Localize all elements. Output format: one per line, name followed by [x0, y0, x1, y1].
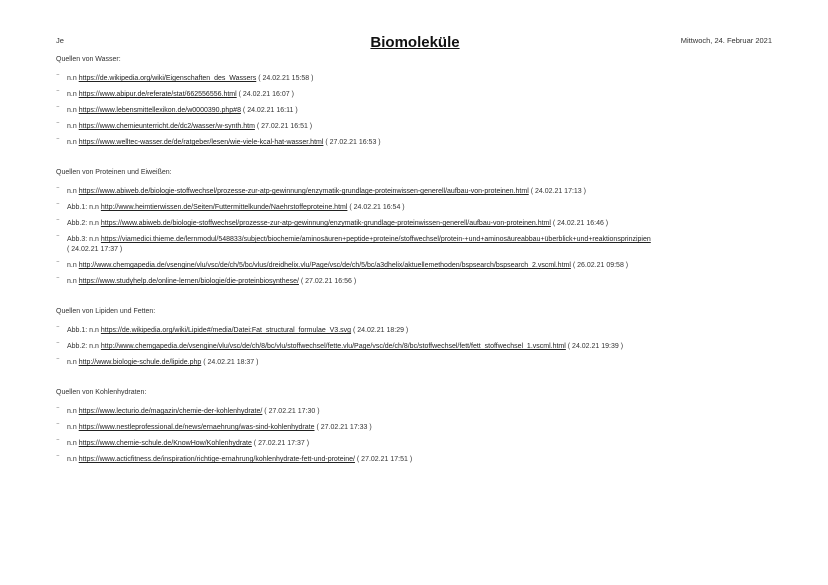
source-entry	[56, 106, 772, 116]
source-link[interactable]: https://www.acticfitness.de/inspiration/richtige-ernahrung/kohlenhydrate-fett-und-proteine/	[78, 456, 355, 463]
source-link[interactable]: https://www.abipur.de/referate/stat/662556556.html	[78, 91, 237, 98]
bullet-icon: ⁻	[56, 276, 60, 283]
source-prefix: n.n	[67, 139, 79, 146]
bullet-icon: ⁻	[56, 357, 60, 364]
source-entry	[56, 407, 772, 417]
source-prefix: n.n	[67, 91, 79, 98]
source-prefix: n.n	[67, 359, 79, 366]
access-timestamp: ( 24.02.21 18:29 )	[353, 327, 409, 334]
access-timestamp: ( 27.02.21 16:53 )	[325, 139, 381, 146]
source-prefix: n.n	[67, 408, 79, 415]
source-section	[56, 307, 772, 368]
page-title: Biomoleküle	[370, 34, 460, 51]
access-timestamp: ( 24.02.21 16:46 )	[552, 220, 609, 227]
source-entry	[56, 439, 772, 449]
source-link[interactable]: http://www.heimtierwissen.de/Seiten/Futtermittelkunde/Naehrstoffeproteine.html	[100, 204, 348, 211]
access-timestamp: ( 26.02.21 09:58 )	[572, 262, 629, 269]
source-prefix: n.n	[67, 188, 79, 195]
bullet-icon: ⁻	[56, 260, 60, 267]
access-timestamp: ( 24.02.21 16:07 )	[238, 91, 294, 98]
bullet-icon: ⁻	[56, 341, 60, 348]
bullet-icon: ⁻	[56, 406, 60, 413]
source-prefix: Abb.1: n.n	[67, 204, 101, 211]
source-entry	[56, 423, 772, 433]
access-timestamp: ( 24.02.21 19:39 )	[567, 343, 624, 350]
source-link[interactable]: https://de.wikipedia.org/wiki/Eigenschaften_des_Wassers	[78, 75, 257, 82]
bullet-icon: ⁻	[56, 186, 60, 193]
section-heading: Quellen von Lipiden und Fetten:	[56, 308, 156, 315]
access-timestamp: ( 27.02.21 17:33 )	[316, 424, 372, 431]
source-entry	[56, 90, 772, 100]
source-prefix: n.n	[67, 123, 79, 130]
source-entry	[56, 219, 772, 229]
source-prefix: Abb.1: n.n	[67, 327, 101, 334]
access-timestamp: ( 27.02.21 16:56 )	[300, 278, 357, 285]
source-link[interactable]: http://www.chemgapedia.de/vsengine/vlu/vsc/de/ch/5/bc/vlus/dreidhelix.vlu/Page/vsc/de/ch/5/bc/a3dhelix/aktuellemethoden/bspsearch/bspsearch_2.vscml.html	[78, 262, 571, 269]
source-link[interactable]: https://www.welltec-wasser.de/de/ratgeber/lesen/wie-viele-kcal-hat-wasser.html	[78, 139, 324, 146]
access-timestamp: ( 27.02.21 17:37 )	[253, 440, 310, 447]
bullet-icon: ⁻	[56, 137, 60, 144]
bullet-icon: ⁻	[56, 422, 60, 429]
bullet-icon: ⁻	[56, 202, 60, 209]
source-link[interactable]: https://www.studyhelp.de/online-lernen/biologie/die-proteinbiosynthese/	[78, 278, 299, 285]
source-prefix: n.n	[67, 278, 79, 285]
source-entry	[56, 326, 772, 336]
source-prefix: n.n	[67, 440, 79, 447]
section-heading: Quellen von Wasser:	[56, 56, 121, 63]
source-prefix: n.n	[67, 75, 79, 82]
date-label: Mittwoch, 24. Februar 2021	[680, 36, 772, 45]
source-section	[56, 168, 772, 287]
section-heading: Quellen von Kohlenhydraten:	[56, 389, 147, 396]
source-prefix: n.n	[67, 424, 79, 431]
source-entry	[56, 277, 772, 287]
source-link[interactable]: https://www.lebensmittellexikon.de/w0000390.php#8	[78, 107, 241, 114]
access-timestamp: ( 24.02.21 16:11 )	[242, 107, 298, 114]
source-entry	[56, 138, 772, 148]
source-link[interactable]: https://de.wikipedia.org/wiki/Lipide#/media/Datei:Fat_structural_formulae_V3.svg	[100, 327, 352, 334]
source-section	[56, 55, 772, 148]
source-link[interactable]: https://www.lecturio.de/magazin/chemie-der-kohlenhydrate/	[78, 408, 263, 415]
bullet-icon: ⁻	[56, 105, 60, 112]
access-timestamp: ( 24.02.21 17:13 )	[530, 188, 586, 195]
source-entry	[56, 122, 772, 132]
access-timestamp: ( 24.02.21 17:37 )	[67, 246, 123, 253]
source-entry	[56, 187, 772, 197]
source-entry	[56, 342, 772, 352]
source-prefix: Abb.2: n.n	[67, 343, 101, 350]
bullet-icon: ⁻	[56, 121, 60, 128]
source-prefix: n.n	[67, 262, 79, 269]
bullet-icon: ⁻	[56, 454, 60, 461]
source-entry	[56, 74, 772, 84]
source-entry	[56, 203, 772, 213]
access-timestamp: ( 27.02.21 16:51 )	[256, 123, 313, 130]
source-link[interactable]: https://www.chemieunterricht.de/dc2/wasser/w-synth.htm	[78, 123, 255, 130]
bullet-icon: ⁻	[56, 438, 60, 445]
bullet-icon: ⁻	[56, 218, 60, 225]
bullet-icon: ⁻	[56, 73, 60, 80]
source-prefix: Abb.2: n.n	[67, 220, 101, 227]
source-link[interactable]: https://www.chemie-schule.de/KnowHow/Kohlenhydrate	[78, 440, 252, 447]
access-timestamp: ( 24.02.21 15:58 )	[258, 75, 314, 82]
access-timestamp: ( 27.02.21 17:30 )	[264, 408, 320, 415]
bullet-icon: ⁻	[56, 234, 60, 241]
sources-list	[56, 55, 772, 485]
author-label: Je	[56, 36, 64, 45]
source-link[interactable]: https://www.abiweb.de/biologie-stoffwechsel/prozesse-zur-atp-gewinnung/enzymatik-grundlage-proteinwissen-generell/aufbau-von-proteinen.html	[100, 220, 551, 227]
source-prefix: Abb.3: n.n	[67, 236, 101, 243]
source-section	[56, 388, 772, 465]
bullet-icon: ⁻	[56, 89, 60, 96]
source-entry	[56, 455, 772, 465]
source-link[interactable]: https://viamedici.thieme.de/lernmodul/548833/subject/biochemie/aminosäuren+peptide+proteine/stoffwechsel/protein-+und+aminosäureabbau+überblick+und+reaktionsprinzipien	[100, 236, 651, 243]
source-link[interactable]: https://www.abiweb.de/biologie-stoffwechsel/prozesse-zur-atp-gewinnung/enzymatik-grundlage-proteinwissen-generell/aufbau-von-proteinen.html	[78, 188, 529, 195]
source-link[interactable]: https://www.nestleprofessional.de/news/ernaehrung/was-sind-kohlenhydrate	[78, 424, 315, 431]
access-timestamp: ( 24.02.21 16:54 )	[349, 204, 405, 211]
source-entry	[56, 235, 772, 255]
source-prefix: n.n	[67, 456, 79, 463]
access-timestamp: ( 27.02.21 17:51 )	[356, 456, 413, 463]
source-entry	[56, 261, 772, 271]
source-link[interactable]: http://www.chemgapedia.de/vsengine/vlu/vsc/de/ch/8/bc/vlu/stoffwechsel/fette.vlu/Page/vsc/de/ch/8/bc/stoffwechsel/fett/fett_stoffwechsel_1.vscml.html	[100, 343, 566, 350]
access-timestamp: ( 24.02.21 18:37 )	[203, 359, 259, 366]
source-link[interactable]: http://www.biologie-schule.de/lipide.php	[78, 359, 202, 366]
bullet-icon: ⁻	[56, 325, 60, 332]
source-prefix: n.n	[67, 107, 79, 114]
source-entry	[56, 358, 772, 368]
section-heading: Quellen von Proteinen und Eiweißen:	[56, 169, 172, 176]
